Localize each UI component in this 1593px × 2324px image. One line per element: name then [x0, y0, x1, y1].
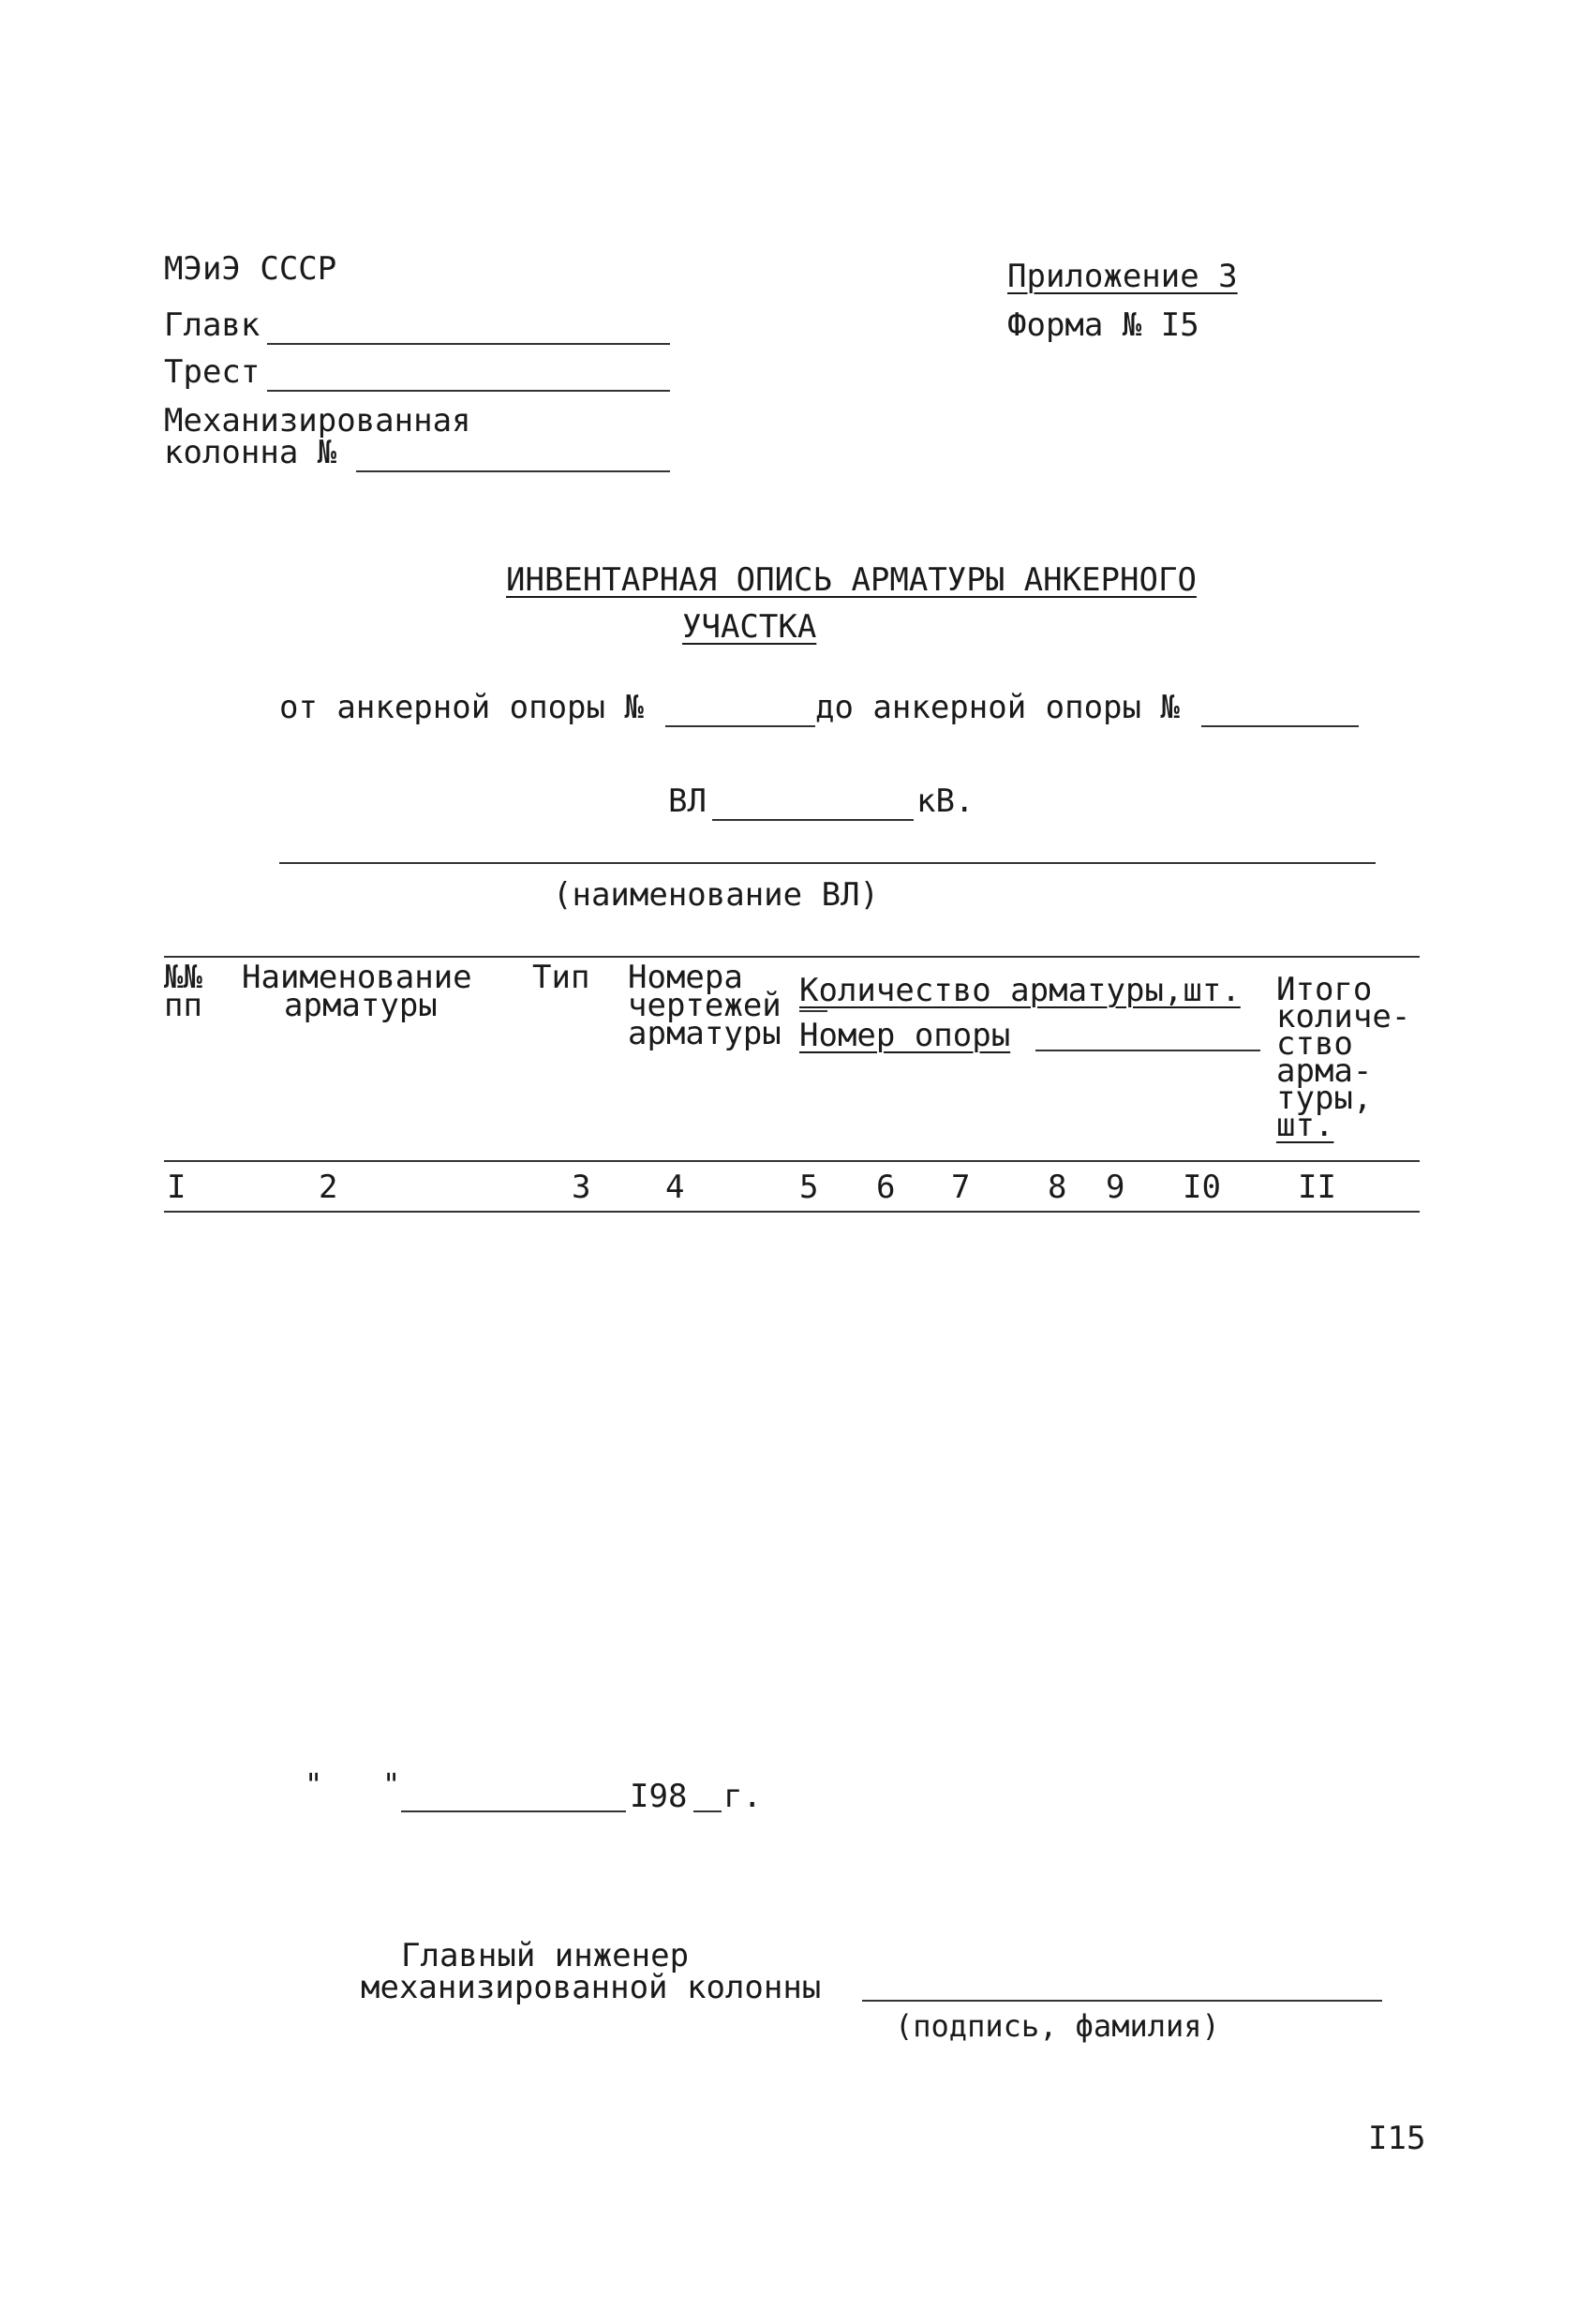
col-number-2: 2	[319, 1169, 338, 1206]
glavk-label: Главк	[164, 306, 261, 344]
date-year-suffix: г.	[723, 1778, 762, 1815]
form-number-label: Форма № I5	[1007, 306, 1199, 344]
col-header-total	[1276, 971, 1411, 1144]
trest-field-line[interactable]	[267, 390, 670, 392]
vl-name-caption: (наименование ВЛ)	[553, 876, 879, 914]
col-number-10: I0	[1183, 1169, 1221, 1206]
col-header-drawings-line1: Номера	[628, 959, 743, 996]
kolonna-field-line[interactable]	[356, 470, 670, 472]
ministry-label: МЭиЭ СССР	[164, 250, 337, 288]
col-number-9: 9	[1106, 1169, 1125, 1206]
col-number-8: 8	[1048, 1169, 1067, 1206]
vl-voltage-field[interactable]	[712, 819, 914, 821]
to-support-label: до анкерной опоры №	[815, 689, 1180, 726]
appendix-label: Приложение 3	[1007, 258, 1238, 295]
table-header-rule	[164, 1160, 1420, 1162]
col-header-total-line5: туры,	[1276, 1080, 1373, 1117]
date-quote-close: "	[382, 1766, 401, 1802]
table-numbers-rule	[164, 1211, 1420, 1213]
date-field[interactable]	[401, 1810, 626, 1812]
col-header-total-line2: количе-	[1276, 998, 1411, 1035]
col-number-3: 3	[572, 1169, 591, 1206]
vl-name-field[interactable]	[279, 862, 1376, 864]
col-header-support-number: Номер опоры	[799, 1017, 1011, 1054]
col-header-total-line1: Итого	[1276, 971, 1373, 1008]
col-header-no	[164, 959, 202, 1024]
col-number-4: 4	[665, 1169, 685, 1206]
col-header-total-line3: ство	[1276, 1025, 1353, 1063]
date-year-prefix: I98	[630, 1778, 688, 1815]
col-number-7: 7	[951, 1169, 971, 1206]
date-quote-open: "	[305, 1766, 323, 1802]
col-header-no-line1: №№	[164, 959, 202, 996]
from-support-field[interactable]	[665, 725, 815, 727]
kolonna-label-line1: Механизированная	[164, 402, 471, 439]
signer-title-line2: механизированной колонны	[361, 1969, 822, 2006]
document-title-line2: УЧАСТКА	[682, 608, 817, 646]
col-number-6: 6	[876, 1169, 896, 1206]
col-header-type	[532, 959, 590, 996]
from-support-label: от анкерной опоры №	[279, 689, 644, 726]
signature-caption: (подпись, фамилия)	[895, 2008, 1220, 2044]
quantity-header-leader	[799, 1010, 827, 1012]
col-number-11: II	[1298, 1169, 1336, 1206]
glavk-field-line[interactable]	[267, 343, 670, 345]
kv-label: кВ.	[916, 782, 975, 820]
col-header-total-line4: арма-	[1276, 1052, 1373, 1090]
kolonna-label-line2: колонна №	[164, 434, 337, 471]
col-number-1: I	[167, 1169, 186, 1206]
col-header-drawings	[628, 959, 782, 1052]
date-year-field[interactable]	[693, 1810, 722, 1812]
col-header-no-line2: пп	[164, 987, 202, 1024]
signer-title-line1: Главный инженер	[401, 1937, 690, 1974]
signature-field[interactable]	[862, 2000, 1382, 2002]
col-header-quantity: Количество арматуры,шт.	[799, 972, 1241, 1009]
document-title-line1: ИНВЕНТАРНАЯ ОПИСЬ АРМАТУРЫ АНКЕРНОГО	[506, 561, 1197, 599]
col-header-type-line1: Тип	[532, 959, 590, 996]
col-header-name-line2: арматуры	[284, 987, 438, 1024]
col-header-name-line1: Наименование	[242, 959, 472, 996]
vl-label: ВЛ	[668, 782, 707, 820]
col-header-total-line6: шт.	[1276, 1107, 1334, 1144]
page-number: I15	[1368, 2120, 1426, 2157]
col-header-drawings-line3: арматуры	[628, 1015, 782, 1052]
table-top-rule	[164, 956, 1420, 958]
support-number-leader	[1035, 1050, 1260, 1051]
trest-label: Трест	[164, 353, 261, 391]
col-header-name	[242, 959, 472, 1024]
to-support-field[interactable]	[1201, 725, 1359, 727]
col-header-drawings-line2: чертежей	[628, 987, 782, 1024]
col-number-5: 5	[799, 1169, 819, 1206]
